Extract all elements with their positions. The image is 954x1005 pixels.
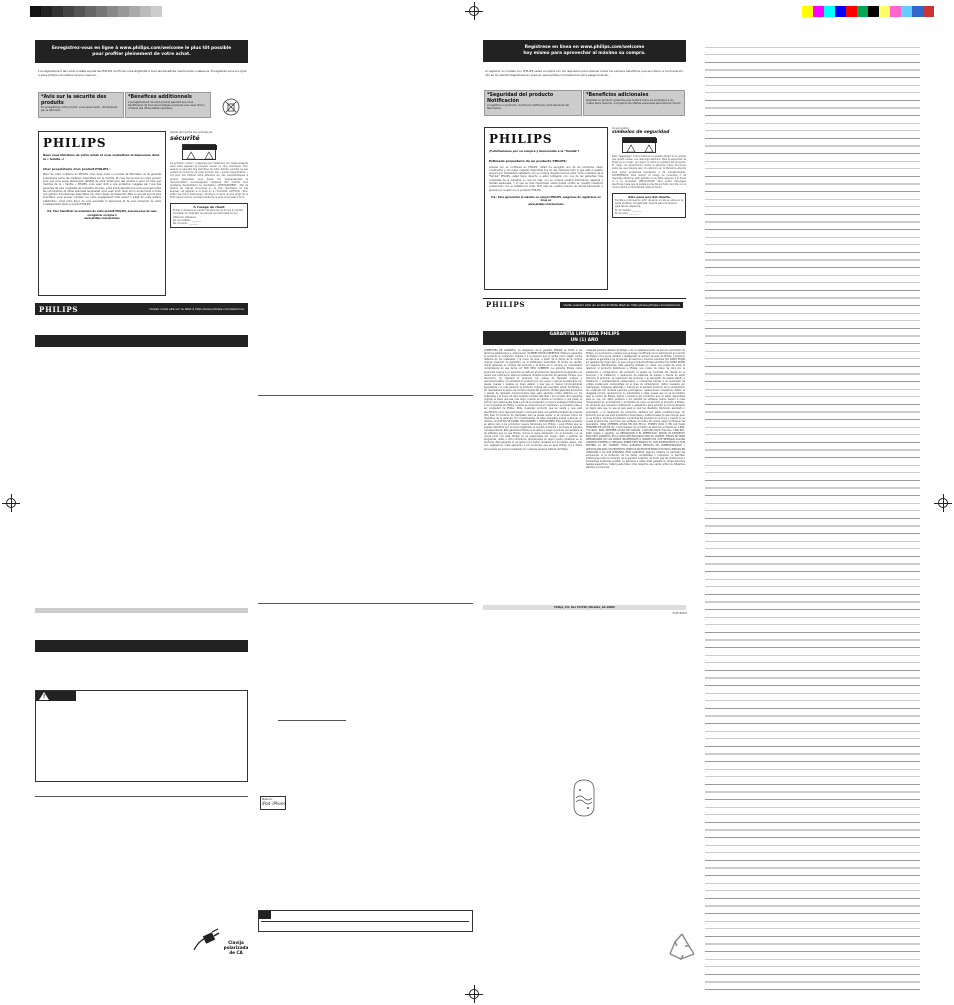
- french-banner-line1: Enregistrez-vous en ligne à www.philips.com/welcome le plus tôt possible: [51, 45, 232, 51]
- french-registration-banner: [35, 40, 248, 63]
- color-swatch: [912, 6, 923, 17]
- french-box2-title: *Bénéfices additionnels: [128, 95, 192, 100]
- spanish-box2-title: *Beneficios adicionales: [586, 93, 649, 98]
- color-swatch: [868, 6, 879, 17]
- gray-swatch: [41, 6, 52, 17]
- color-swatch: [824, 6, 835, 17]
- french-store-text: Entrez ci-dessous le numéro de série qui se trouve à l'arrière du boîtier du dispositif. Conservez ces informations pour référence ultérieure.: [173, 209, 243, 219]
- registration-mark-left: [2, 494, 20, 512]
- spanish-footer-logo: PHILIPS: [486, 300, 526, 309]
- french-footer-logo: PHILIPS: [39, 304, 79, 314]
- document-code: EL4316S001: [672, 612, 687, 615]
- warranty-subtitle: UN (1) AÑO: [570, 338, 599, 343]
- middle-rule-1: [258, 395, 473, 396]
- french-box1-title: *Avis sur la sécurité des produits: [41, 95, 107, 106]
- french-serial-no: No. de série : ________: [173, 221, 199, 225]
- french-benefits-box: [125, 92, 211, 118]
- plug-label-line1: Clavija: [228, 940, 244, 945]
- french-safety-symbols: [170, 131, 248, 296]
- french-welcome-letter: [38, 131, 166, 296]
- color-swatch: [802, 6, 813, 17]
- philips-shield-logo: [572, 778, 596, 818]
- gray-swatch: [74, 6, 85, 17]
- left-rule: [35, 796, 248, 797]
- spanish-welcome-letter: [484, 127, 608, 290]
- gray-swatch: [151, 6, 162, 17]
- polarized-plug-label: [222, 940, 250, 955]
- spanish-box2-desc: Registrar su producto garantiza que recibirá todos los privilegios a los cuales tiene derecho, incluyendo las ofertas especiales para ahorrar dinero.: [586, 98, 682, 105]
- ipod-label: iPod: [262, 801, 271, 806]
- warning-header: [36, 691, 76, 701]
- middle-underline: [278, 720, 346, 721]
- caution-label-icon: [182, 144, 216, 160]
- registration-mark-top: [465, 2, 483, 20]
- registration-mark-bottom: [465, 985, 483, 1003]
- gray-swatch: [30, 6, 41, 17]
- spanish-serial-no: Nº de serie: ________: [615, 211, 639, 215]
- french-footer-bar: [35, 303, 248, 315]
- section-header-bar-1: [35, 335, 248, 347]
- gray-swatch: [85, 6, 96, 17]
- spanish-benefits-box: [583, 90, 685, 116]
- french-owner-title: Cher propriétaire d'un produit PHILIPS :: [43, 166, 111, 171]
- section-header-bar-2: [35, 640, 248, 652]
- registration-mark-right: [934, 494, 952, 512]
- color-swatch: [923, 6, 934, 17]
- french-store-title: À l'usage du client: [193, 205, 225, 210]
- warranty-column-1: COBERTURA DE GARANTÍA: La obligación de la garantía PHILIPS se limita a los términos establecidos a continuación. QUIÉNES ESTÁN CUBIERTOS: Philips le garantiza el producto al comprador original o a la persona que lo recibe como regalo contra defectos en los materiales y la mano de obra, a partir de la fecha de la compra original ("período de garantía") en el distribuidor autorizado. El recibo de ventas, donde aparecen el nombre del producto y la fecha de la compra, es considerado comprobante de esa fecha. LO QUE ESTÁ CUBIERTO: La garantía Philips cubre productos nuevos si un producto se daña en el transcurso del período de garantía y se recibe una notificación sobre el problema durante el período de garantía. Philips, a su discreción, (1) reparará el producto con piezas de repuesto nuevas o reacondicionadas, (2) cambiará el producto por uno nuevo o que se ha fabricado con piezas nuevas o usadas en buen estado y que sea al menos funcionalmente equivalente o lo más parecido al producto original del inventario actual de Philips, o (3) reembolsará el precio de compra original del producto. Philips garantiza productos o piezas de repuesto proporcionados bajo esta garantía contra defectos en los materiales y la mano de obra durante noventa (90) días o por el resto de la garantía original, el plazo que sea más largo. Cuando se cambia un producto o una pieza, el artículo que usted recibe pasa a ser de su propiedad y el que le entrega a Philips pasa a ser propiedad de Philips. Cuando se proporciona un reembolso, su producto pasa a ser propiedad de Philips. Nota: Cualquier producto que se venda y que esté identificado como reacondicionado o renovado tiene una garantía limitada de noventa (90) días. El producto de reemplazo sólo se puede enviar si se cumplen todos los requisitos de la garantía. El incumplimiento de tales requisitos puede ocasionar un retardo. LO QUE NO SE CUBRE: EXCLUSIONES Y LIMITACIONES: Esta Garantía Limitada se aplica sólo a los productos nuevos fabricados por Philips o para Philips que se pueden identificar por la marca registrada, el nombre comercial o por tener el logotipo correspondiente. Esta garantía limitada no se aplica a ningún producto de hardware ni de software que no sea Philips, incluso si viene empacado con el producto o si se vende junto con éste. Philips no es responsable por ningún daño o pérdida de programas, datos u otra información almacenados en algún medio contenido en el producto. Esta garantía no se aplica (a) a daños causados por accidente, abuso, mal uso, negligencia, mala aplicación o por productos que no sean Philips; (b) a daños provocados por servicio realizado por cualquier persona distinta de Philips.: [484, 349, 582, 451]
- spanish-safety-symbols: [612, 127, 686, 290]
- color-calibration-strip: [802, 6, 934, 17]
- warning-triangle-icon: !: [39, 692, 49, 700]
- gray-swatch: [107, 6, 118, 17]
- spanish-store-text: Escriba a continuación el Nº de serie, el cual se ubica en la parte posterior del gabinete. Guarde esta información para futura referencia.: [615, 199, 683, 209]
- spanish-box1-title: *Seguridad del producto Notificación: [487, 93, 554, 104]
- spanish-philips-logo: PHILIPS: [489, 132, 553, 146]
- french-safety-notice-box: [38, 92, 124, 118]
- spanish-banner-line1: Regístrese en línea en www.philips.com/welcome: [524, 45, 645, 50]
- french-ps-url: www.philips.com/welcome: [84, 216, 120, 220]
- french-box1-desc: En enregistrant votre produit, vous serez avisé - directement par le fabricant.: [41, 106, 118, 113]
- spanish-letter-body: Gracias por su confianza en PHILIPS. Usted ha escogido uno de los productos mejor construidos y con mejor respaldo disponible hoy en día. Haremos todo lo que esté a nuestro alcance por mantenerle satisfecho con su compra durante muchos años. Como miembro de la "familia" PHILIPS, usted tiene derecho a estar protegido con una de las garantías más completas de la industria. Lo que es más, con su compra recibirá información especial y ofertas especiales. Y lo que es más importante, usted puede confiar en nuestro irrestricto compromiso con su satisfacción total. Todo esto es nuestra manera de decirle bienvenido y gracias por invertir en un producto PHILIPS.: [489, 165, 603, 192]
- color-swatch: [813, 6, 824, 17]
- spanish-safety-text: Este "relámpago" indica material no aislado dentro de la unidad que puede causar una descarga eléctrica. Para la seguridad de todos en su hogar, por favor no retire la cubierta del producto. El "signo de exclamación" llama la atención hacia funciones sobre las que debería leer con atención en la literatura adjunta para evitar problemas operativos y de mantenimiento. ADVERTENCIA: Para reducir el riesgo de incendios o de descarga eléctrica, este aparato no se debe exponer a la lluvia ni a la humedad. PRECAUCIÓN: Para evitar descargas eléctricas, haga que la paleta ancha del enchufe coincida con la ranura ancha e introdúzcala hasta el fondo.: [612, 155, 686, 190]
- warranty-footer: Philips, P.O. Box 672768, Marietta, GA 30006: [483, 605, 686, 610]
- french-safety-text: Ce symbole « éclair » s'applique aux matériaux non isolés présents dans votre appareil et pouvant causer un choc électrique. Pour assurer la sécurité des membres de votre famille, veuillez ne pas enlever le couvercle de votre produit. Les « points d'exclamation » ont pour but d'attirer votre attention sur des caractéristiques à propos desquelles vous devez lire soigneusement la documentation accompagnant l'appareil afin d'éviter tout problème d'exploitation ou d'entretien. AVERTISSEMENT : Afin de réduire les risques d'incendie ou de choc électrique, ne pas exposer cet appareil à la pluie ou à l'humidité. CAUTION : Pour éviter les chocs électriques, introduire la lame la plus large de la fiche dans la borne correspondante de la prise et pousser à fond.: [170, 162, 248, 200]
- french-box2-desc: L'enregistrement de votre produit garantit que vous bénéficierez de tous les privilèges auxquels vous avez droit y compris des offres-rabais spéciales.: [128, 100, 205, 110]
- spanish-safety-word: símbolos de seguridad: [612, 130, 670, 136]
- color-swatch: [846, 6, 857, 17]
- french-banner-line2: pour profiter pleinement de votre achat.: [92, 51, 191, 57]
- grayscale-calibration-strip: [30, 6, 162, 17]
- warranty-column-2: cualquier persona distinta de Philips o de un establecimiento de servicio autorizado de Philips; (c) a productos o piezas que se hayan modificado sin la autorización por escrito de Philips; (d) si se ha retirado o desfigurado el número de serie de Philips; y tampoco se aplica la garantía a (e) productos, accesorios o insumos vendidos TAL COMO ESTÁN sin garantía de ningún tipo, lo que incluye productos Philips vendidos TAL COMO ESTÁN por algunos distribuidores. Esta garantía limitada no cubre: Los costos de envío al devolver el producto defectuoso a Philips. Los costos de mano de obra por la instalación o configuración del producto, el ajuste de controles del cliente en el producto y la instalación o reparación de sistemas de antena o fuente de señal externos al producto. La reparación del producto o el reemplazo de piezas debido a instalación o mantenimiento inadecuados, a conexiones hechas a un suministro de voltaje inadecuado, sobrevoltaje en la línea de alimentación, daños causados por relámpagos, imágenes retenidas o marcas en la pantalla producto de la visualización de contenido fijo durante períodos prolongados, reparaciones cosméticas debido al desgaste normal, reparaciones no autorizadas u otras causas que no se encuentren bajo el control de Philips. Daños o reclamos por productos que no están disponibles para su uso, por datos perdidos o por pérdida de software. Daños debido a mala manipulación en el transporte o accidentes de envío al devolver el producto a Philips. Un producto que requiera modificación o adaptación para permitir su funcionamiento en algún país que no sea el país para el cual fue diseñado, fabricado, aprobado o autorizado, o la reparación de productos dañados por estas modificaciones. Un producto que se use para propósitos comerciales o institucionales (lo que incluye, pero no se limita a, los fines de alquiler). La pérdida del producto en el envío y cuando no se pueda proporcionar una firma que verifique el recibo. No operar según el Manual del propietario. PARA OBTENER AYUDA EN LOS EE.UU., PUERTO RICO O EN LAS ISLAS VÍRGENES DE LOS EE.UU.: Comuníquese con el Centro de Atención al Cliente al: 1-866-771-4018. PARA OBTENER AYUDA EN CANADÁ: 1-800-661-6162 (francés) 1-800-661-6162 (inglés o español). LA REPARACIÓN O EL REEMPLAZO, SEGÚN LO DISPUESTO BAJO ESTA GARANTÍA, ES LA SOLUCIÓN EXCLUSIVA PARA EL CLIENTE. PHILIPS NO SERÁ RESPONSABLE DE LOS DAÑOS INCIDENTALES O INDIRECTOS QUE INFRINJAN ALGUNA GARANTÍA EXPRESA O IMPLÍCITA SOBRE ESTE PRODUCTO. CON EXCEPCIÓN DE LO QUE PROHÍBA LA LEY VIGENTE, TODA GARANTÍA IMPLÍCITA DE COMERCIABILIDAD Y ADECUACIÓN PARA UN PROPÓSITO PARTICULAR EN ESTE PRODUCTO ESTÁ LIMITADA EN DURACIÓN A LO QUE DISPONGA ESTA GARANTÍA. Algunos estados no permiten las exclusiones ni la limitación de los daños incidentales o indirectos, ni permiten limitaciones sobre la duración de la garantía implícita, de modo que las limitaciones o exclusiones anteriores pueden no aplicarse a usted. Esta garantía le otorga derechos legales específicos. Usted puede tener otros derechos que varían entre los diferentes estados y provincias.: [586, 349, 685, 469]
- gray-swatch: [96, 6, 107, 17]
- note-rule: [261, 921, 469, 922]
- color-swatch: [879, 6, 890, 17]
- spanish-intro: Al registrar su modelo con PHILIPS usted cumplirá con los requisitos para obtener todos los valiosos beneficios que se indican a continuación. ¡No se los pierda! Regístrese en línea en www.philips.com/welcome para asegurarse de:: [485, 69, 684, 77]
- french-ps: P.S. Pour bénéficier au maximum de votre produit PHILIPS, assurez-vous de vous enregistrer en ligne à: [47, 210, 157, 217]
- recycle-icon: [665, 930, 699, 964]
- color-swatch: [901, 6, 912, 17]
- made-for-ipod-badge: [260, 796, 286, 810]
- french-model-no: No. de modèle : ________: [173, 218, 202, 222]
- spanish-store-title: Sólo para uso del cliente: [628, 195, 670, 200]
- plug-label-line2: polarizada: [223, 945, 249, 950]
- spanish-registration-banner: [483, 40, 686, 62]
- iphone-label: iPhone: [272, 801, 286, 806]
- french-customer-use-box: [170, 203, 248, 228]
- spanish-banner-line2: hoy mismo para aprovechar al máximo su compra.: [523, 51, 646, 56]
- french-safety-intro: Sachez reconnaître ces symboles de: [170, 131, 213, 134]
- spanish-owner-title: Estimado propietario de un producto PHILIPS:: [489, 158, 567, 163]
- middle-rule-2: [258, 603, 473, 604]
- warranty-title-bar: [483, 331, 686, 345]
- french-welcome-heading: Nous vous félicitons de votre achat et vous souhaitons la bienvenue dans la « famille »!: [43, 153, 160, 161]
- gray-swatch: [118, 6, 129, 17]
- section-divider-gray: [35, 608, 248, 613]
- french-letter-body: Merci de votre confiance en PHILIPS. Vous avez choisi un produit de fabrication et de garantie supérieures parmi les meilleurs disponibles sur le marché. Et nous ferons tout en notre pouvoir pour que vous soyez pleinement satisfait de votre achat pour des années à venir. En tant que membre de la « famille » PHILIPS, vous avez droit à une protection inégalée par l'une des garanties les plus complètes de l'industrie. De plus, votre achat garantit que vous recevrez toutes les informations et offres spéciales auxquelles vous avez droit, ainsi qu'un accès facile à toute une gamme d'accessoires disponibles via notre réseau de téléachat. Mais ce qui est encore plus important, vous pouvez compter sur notre engagement total quand il s'agit de votre entière satisfaction. C'est notre façon de vous souhaiter la bienvenue et de vous remercier de votre investissement dans un produit PHILIPS.: [43, 173, 161, 207]
- spanish-footer-bar: [483, 298, 686, 310]
- made-for-label: Made for: [262, 798, 273, 801]
- gray-swatch: [129, 6, 140, 17]
- spanish-footer-url: Visite nuestro sitio en el World Wide Web en http://www.philips.com/welcome: [560, 302, 683, 308]
- spanish-customer-use-box: [612, 193, 686, 218]
- french-safety-word: sécurité: [170, 134, 200, 143]
- notes-lined-panel: [705, 40, 920, 995]
- spanish-box1-desc: Al registrar su producto, recibirá la notificación (directamente del fabricante).: [487, 104, 569, 111]
- ac-plug-icon: [190, 928, 220, 958]
- french-philips-logo: PHILIPS: [43, 136, 107, 150]
- gray-swatch: [52, 6, 63, 17]
- gray-swatch: [63, 6, 74, 17]
- weee-bin-icon: [222, 98, 240, 116]
- spanish-ps-url: www.philips.com/welcome: [528, 202, 564, 206]
- color-swatch: [835, 6, 846, 17]
- spanish-ps: P.S.: Para aprovechar al máximo su compra PHILIPS, asegúrese de registrarse en línea en: [491, 195, 601, 203]
- precaucion-label-icon: [622, 137, 656, 153]
- gray-swatch: [140, 6, 151, 17]
- spanish-safety-notice-box: [484, 90, 582, 116]
- color-swatch: [857, 6, 868, 17]
- spanish-model-no: Nº de modelo: ________: [615, 208, 642, 212]
- spanish-safety-intro: Conozca estos: [612, 127, 629, 130]
- warranty-title: GARANTÍA LIMITADA PHILIPS: [549, 332, 620, 337]
- warning-box: [35, 690, 248, 782]
- plug-label-line3: de CA: [229, 950, 243, 955]
- french-footer-url: Visitez notre site sur le Web à http://www.philips.com/welcome: [149, 307, 244, 311]
- note-icon: [259, 911, 271, 919]
- french-intro: L'enregistrement de votre modèle auprès de PHILIPS confirme votre éligibilité à tous les bénéfices mentionnés ci-dessous. Enregistrez-vous en ligne à www.philips.com/welcome pour assurer :: [38, 69, 247, 77]
- note-box: [258, 910, 473, 932]
- color-swatch: [890, 6, 901, 17]
- spanish-welcome-heading: ¡Felicitaciones por su compra y bienvenido a la "familia"!: [489, 149, 580, 153]
